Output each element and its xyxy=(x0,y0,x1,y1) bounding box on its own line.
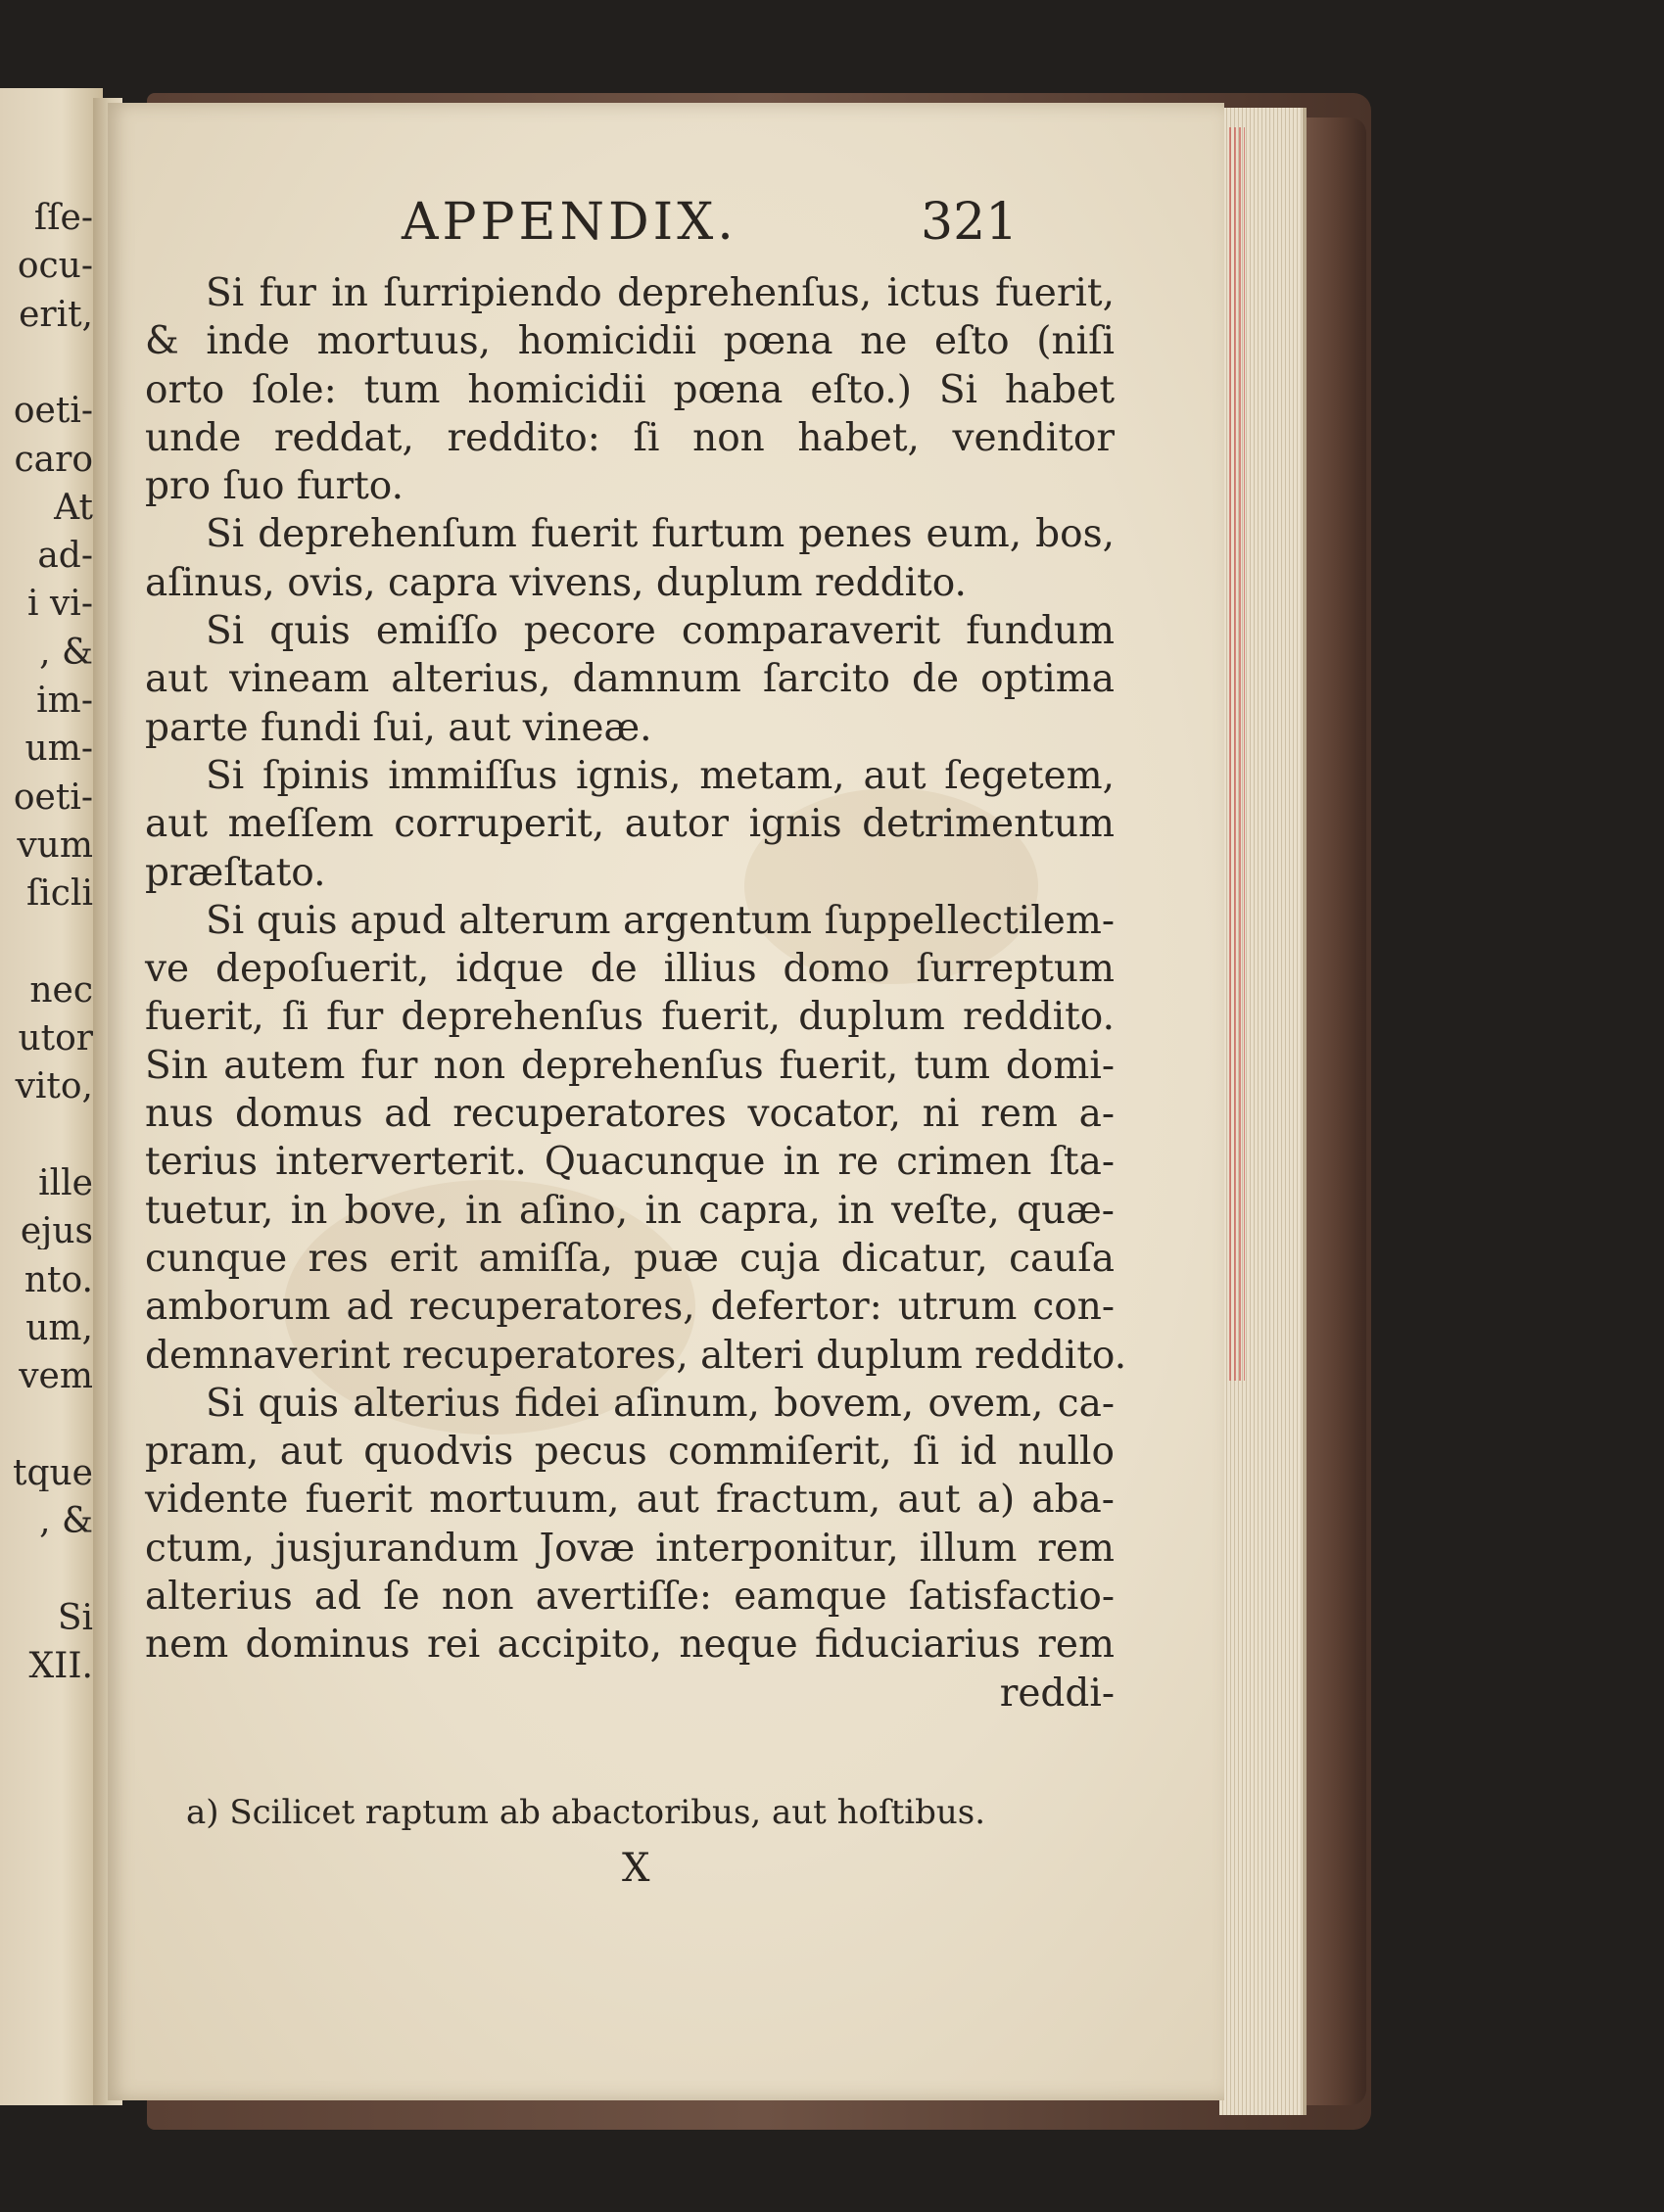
text-line: præſtato. xyxy=(145,850,326,895)
left-page-fragment: XII. xyxy=(28,1649,93,1684)
left-page-fragment: oeti- xyxy=(13,394,93,430)
footnote: a) Scilicet raptum ab abactoribus, aut hoſtibus. xyxy=(186,1793,986,1832)
text-line: fuerit, ſi fur deprehenſus fuerit, duplum reddito. xyxy=(145,995,1115,1040)
text-line: Sin autem fur non deprehenſus fuerit, tum domi- xyxy=(145,1043,1115,1088)
text-line: ctum, jusjurandum Jovæ interponitur, illum rem xyxy=(145,1526,1115,1571)
text-line: aut vineam alterius, damnum ſarcito de optima xyxy=(145,657,1115,702)
text-line: aut meſſem corruperit, autor ignis detrimentum xyxy=(145,802,1115,847)
page-header xyxy=(108,193,1224,261)
text-line: alterius ad ſe non avertiſſe: eamque ſatisfactio- xyxy=(145,1575,1115,1620)
text-line: pram, aut quodvis pecus commiſerit, ſi id nullo xyxy=(145,1430,1115,1475)
text-line: orto ſole: tum homicidii pœna eſto.) Si habet xyxy=(145,367,1115,412)
page-number: 321 xyxy=(921,193,1019,252)
left-page-fragment: ocu- xyxy=(17,249,93,285)
text-line: cunque res erit amiſſa, puæ cuja dicatur, cauſa xyxy=(145,1236,1115,1281)
left-page-fragment: At xyxy=(54,490,93,526)
left-page-fragment: , & xyxy=(39,635,93,671)
text-line: parte fundi ſui, aut vineæ. xyxy=(145,705,652,750)
text-line: ve depoſuerit, idque de illius domo ſurreptum xyxy=(145,947,1115,992)
left-page-fragment: vum xyxy=(17,827,93,864)
left-page-fragment: um- xyxy=(24,731,93,768)
left-page-fragment: um, xyxy=(25,1310,93,1346)
left-page-fragment: nto. xyxy=(24,1262,93,1298)
left-page-fragment: caro xyxy=(14,442,93,478)
running-title: APPENDIX. xyxy=(402,193,737,252)
left-page-fragment: vito, xyxy=(15,1069,93,1106)
text-line: demnaverint recuperatores, alteri duplum reddito. xyxy=(145,1333,1127,1378)
left-page-fragment: erit, xyxy=(19,297,93,333)
left-page-fragment: ſſe- xyxy=(33,201,93,236)
left-page-fragment: utor xyxy=(18,1021,93,1058)
text-line: vidente fuerit mortuum, aut fractum, aut a) aba- xyxy=(145,1478,1115,1523)
text-line: Si deprehenſum fuerit furtum penes eum, bos, xyxy=(206,512,1115,557)
text-line: unde reddat, reddito: ſi non habet, venditor xyxy=(145,415,1115,460)
text-line: reddi- xyxy=(999,1671,1115,1716)
left-page-fragment: vem xyxy=(19,1359,93,1395)
left-page-fragment: nec xyxy=(29,972,93,1009)
red-page-edge xyxy=(1229,127,1245,1381)
left-page xyxy=(0,88,103,2105)
text-line: Si quis alterius fidei aſinum, bovem, ovem, ca- xyxy=(206,1381,1115,1426)
left-page-fragment: tque xyxy=(12,1455,93,1491)
text-line: pro ſuo furto. xyxy=(145,464,404,509)
left-page-fragment: ad- xyxy=(37,539,93,575)
text-line: amborum ad recuperatores, defertor: utrum con- xyxy=(145,1285,1115,1330)
left-page-fragment: i vi- xyxy=(27,587,93,623)
text-line: terius interverterit. Quacunque in re crimen ſta- xyxy=(145,1140,1115,1185)
left-page-fragment: ejus xyxy=(20,1214,93,1250)
left-page-fragment: , & xyxy=(39,1504,93,1540)
left-page-fragment: oeti- xyxy=(13,779,93,816)
left-page-fragment: im- xyxy=(36,683,93,719)
left-page-fragment: Si xyxy=(57,1600,93,1636)
text-line: Si fur in ſurripiendo deprehenſus, ictus fuerit, xyxy=(206,271,1115,315)
text-line: tuetur, in bove, in aſino, in capra, in veſte, quæ- xyxy=(145,1188,1115,1233)
right-page xyxy=(108,103,1224,2100)
text-line: aſinus, ovis, capra vivens, duplum reddito. xyxy=(145,560,967,605)
text-line: Si ſpinis immiſſus ignis, metam, aut ſegetem, xyxy=(206,753,1115,798)
text-line: Si quis apud alterum argentum ſuppellectilem- xyxy=(206,898,1115,943)
text-line: & inde mortuus, homicidii pœna ne eſto (niſi xyxy=(145,319,1115,364)
body-text xyxy=(145,269,1127,1718)
left-page-fragment: ſicli xyxy=(25,876,93,913)
text-line: Si quis emiſſo pecore comparaverit fundum xyxy=(206,609,1115,654)
left-page-fragment: ille xyxy=(38,1166,93,1201)
text-line: nus domus ad recuperatores vocator, ni rem a- xyxy=(145,1092,1115,1137)
signature-mark: X xyxy=(622,1846,650,1891)
text-line: nem dominus rei accipito, neque fiduciarius rem xyxy=(145,1623,1115,1668)
